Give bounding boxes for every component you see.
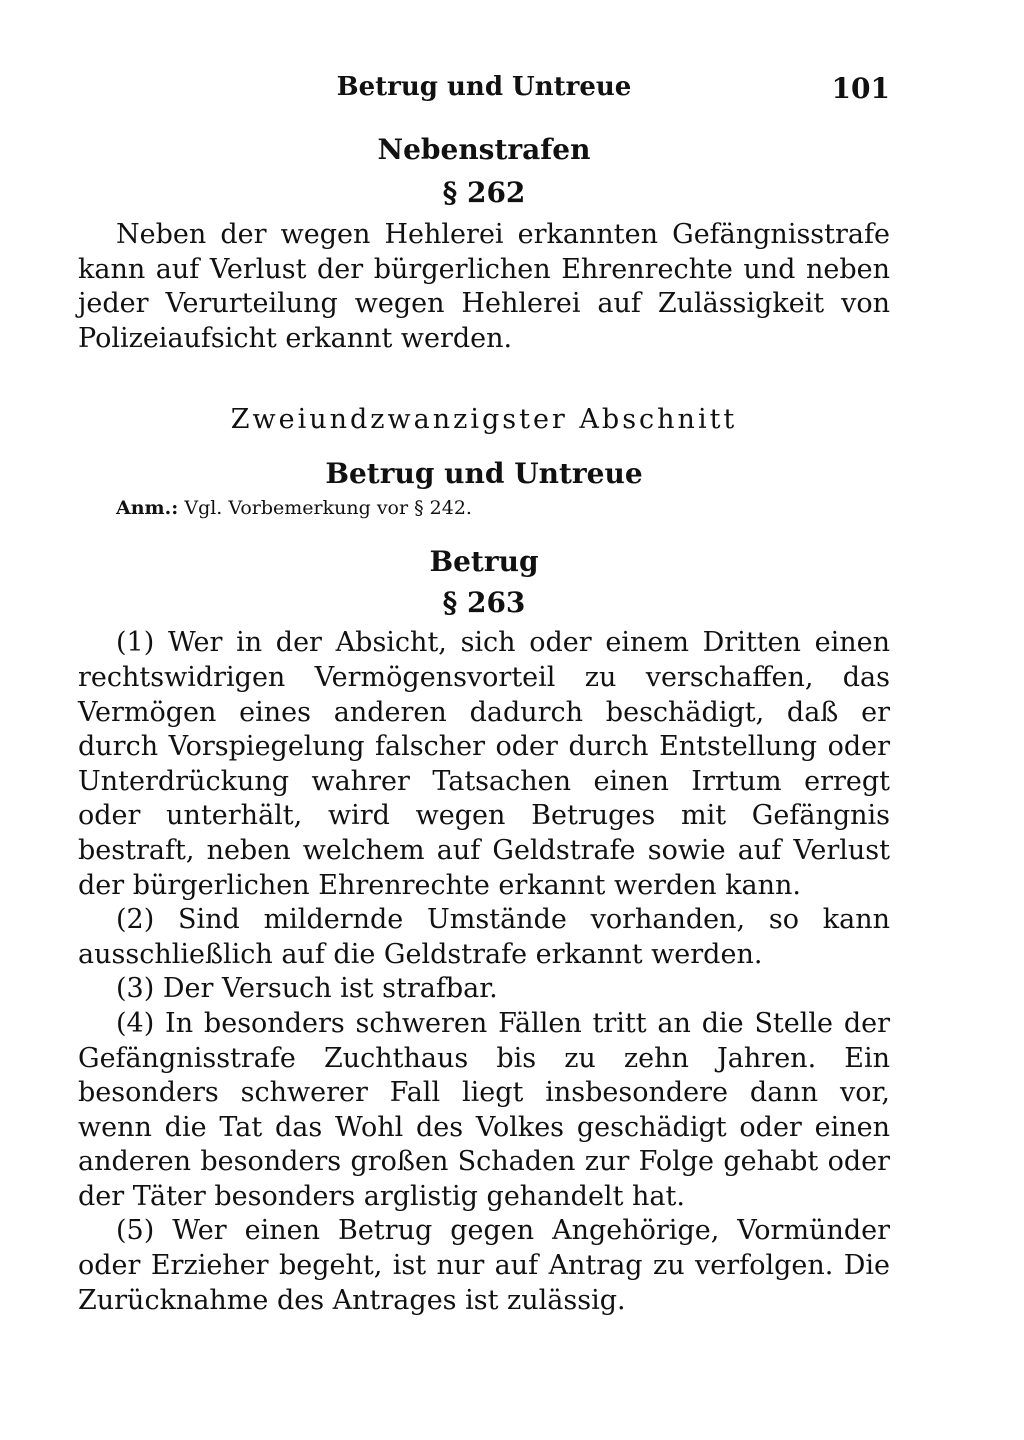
section-262 — [78, 130, 890, 356]
section-263 — [78, 542, 890, 1318]
running-title: Betrug und Untreue — [336, 72, 632, 102]
section-263-paragraph-3: (3) Der Versuch ist strafbar. — [116, 973, 498, 1005]
section-263-paragraph-2: (2) Sind mildernde Umstände vorhanden, so kann ausschließlich auf die Geldstrafe erkannt werden. — [78, 904, 890, 970]
note-text: Vgl. Vorbemerkung vor § 242. — [184, 497, 472, 520]
section-263-number: § 263 — [442, 586, 526, 620]
section-263-paragraph-4: (4) In besonders schweren Fällen tritt an die Stelle der Gefängnisstrafe Zuchthaus bis zu zehn Jahren. Ein besonders schwerer Fall liegt insbesondere dann vor, wenn die Tat das Wohl des Volkes geschädigt oder einen anderen besonders großen Schaden zur Folge gehabt oder der Täter besonders arglistig gehandelt hat. — [78, 1007, 890, 1212]
note-label: Anm.: — [116, 497, 179, 520]
chapter-title: Betrug und Untreue — [325, 457, 643, 491]
section-262-number: § 262 — [442, 176, 526, 209]
chapter-note — [78, 494, 890, 522]
section-262-text: Neben der wegen Hehlerei erkannten Gefängnisstrafe kann auf Verlust der bürgerlichen Ehrenrechte und neben jeder Verurteilung wegen Hehlerei auf Zulässigkeit von Polizeiaufsicht erkannt werden. — [78, 219, 890, 354]
section-263-paragraph-1: (1) Wer in der Absicht, sich oder einem Dritten einen rechtswidrigen Vermögensvorteil zu verschaffen, das Vermögen eines anderen dadurch beschädigt, daß er durch Vorspiegelung falscher oder durch Entstellung oder Unterdrückung wahrer Tatsachen einen Irrtum erregt oder unterhält, wird wegen Betruges mit Gefängnis bestraft, neben welchem auf Geldstrafe sowie auf Verlust der bürgerlichen Ehrenrechte erkannt werden kann. — [78, 627, 890, 901]
section-263-paragraph-5: (5) Wer einen Betrug gegen Angehörige, Vormünder oder Erzieher begeht, ist nur auf Antrag zu verfolgen. Die Zurücknahme des Antrages ist zulässig. — [78, 1215, 890, 1316]
book-page — [78, 70, 890, 1318]
page-number: 101 — [831, 72, 890, 105]
section-263-title: Betrug — [429, 545, 539, 579]
running-header — [78, 70, 890, 110]
section-262-title: Nebenstrafen — [377, 133, 591, 166]
chapter-number: Zweiundzwanzigster Abschnitt — [230, 404, 738, 436]
chapter-heading — [78, 400, 890, 522]
